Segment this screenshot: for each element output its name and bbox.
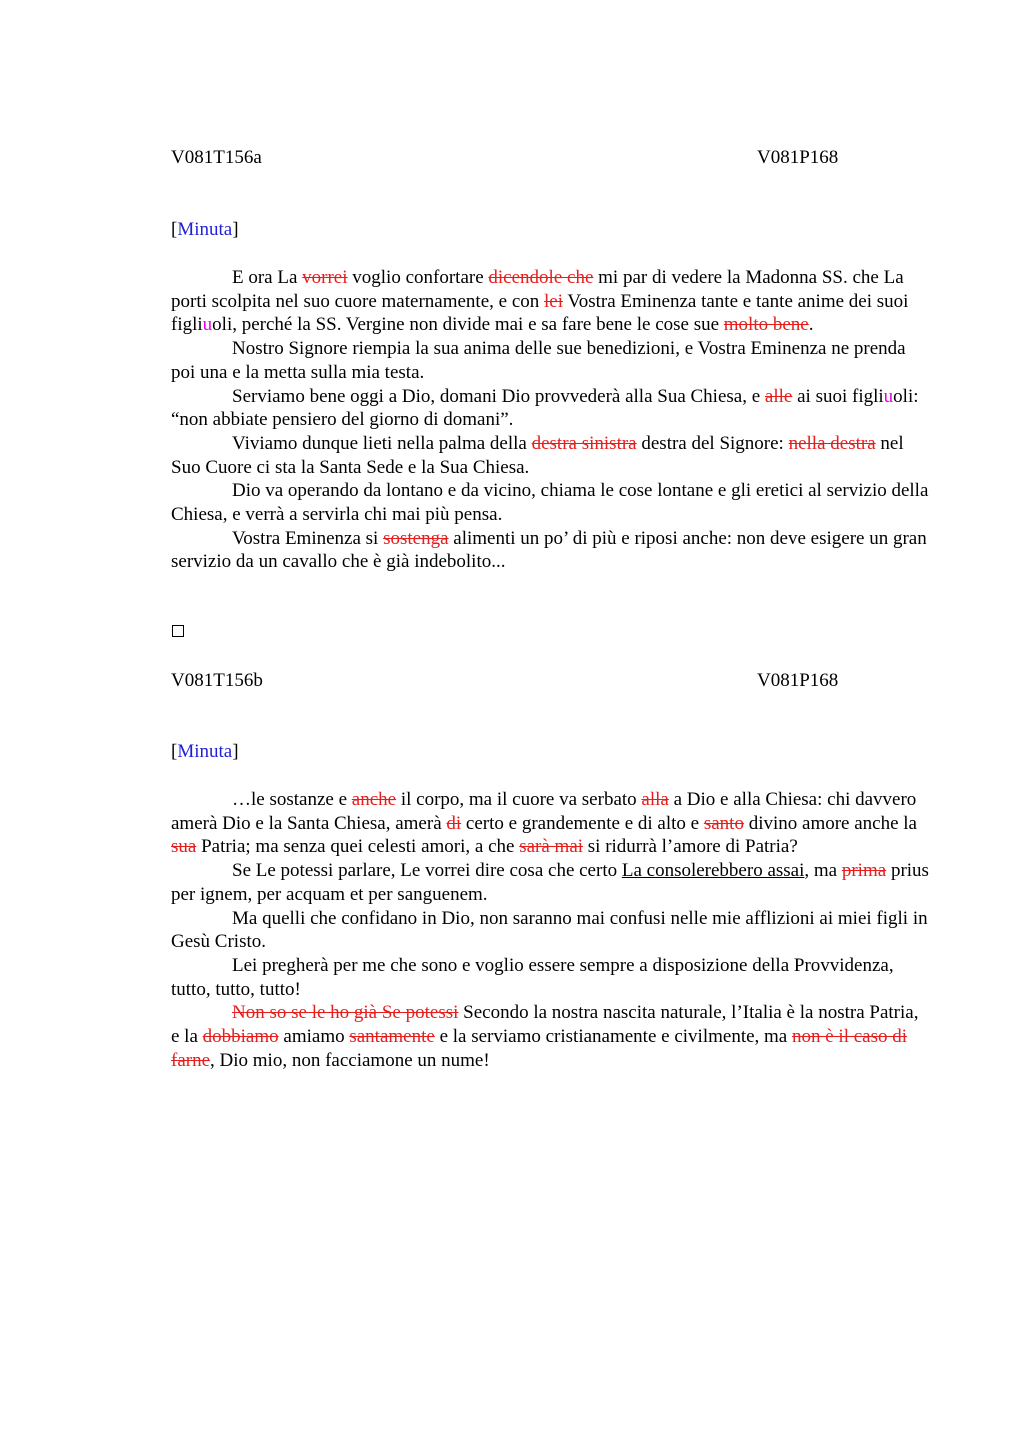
- deleted-text: alla: [641, 789, 669, 810]
- deleted-text: di: [446, 812, 462, 834]
- paragraph: [171, 479, 931, 526]
- deleted-text: nella destra: [788, 432, 876, 454]
- deleted-text: santo: [703, 812, 744, 834]
- deleted-text: santamente: [349, 1026, 435, 1048]
- text-run: ai suoi figli: [792, 385, 884, 407]
- letter-b-header: [171, 669, 931, 693]
- deleted-text: lei: [544, 290, 564, 312]
- text-run: oli, perché la SS. Vergine non divide mai e sa fare bene le cose sue: [212, 314, 724, 336]
- text-run: E ora La: [232, 267, 303, 288]
- text-run: nel Suo Cuore ci sta la Santa Sede e la Sua Chiesa.: [171, 432, 904, 478]
- text-run: Vostra Eminenza si: [232, 527, 384, 549]
- text-run: amiamo: [278, 1026, 350, 1048]
- bracket-close: ]: [232, 219, 239, 240]
- letter-a-header: [171, 146, 931, 170]
- text-run: destra del Signore:: [636, 432, 789, 454]
- text-run: Viviamo dunque lieti nella palma della: [232, 432, 532, 454]
- empty-square-icon: [172, 625, 184, 637]
- deleted-text: alle: [764, 385, 793, 407]
- deleted-text: molto bene: [723, 314, 809, 336]
- text-run: mi par di vedere la Madonna SS. che La porti scolpita nel suo cuore maternamente, e con: [171, 267, 904, 312]
- paragraph: [171, 788, 931, 859]
- paragraph: [171, 907, 931, 954]
- deleted-text: dicendole che: [488, 267, 594, 288]
- text-run: si ridurrà l’amore di Patria?: [583, 836, 798, 858]
- text-run: Lei pregherà per me che sono e voglio essere sempre a disposizione della Provvidenza, tutto, tutto, tutto!: [171, 954, 894, 1000]
- text-run: .: [808, 314, 814, 336]
- deleted-text: vorrei: [302, 267, 348, 288]
- deleted-text: destra sinistra: [531, 432, 637, 454]
- text-run: …le sostanze e: [232, 789, 352, 810]
- text-run: e la serviamo cristianamente e civilmente, ma: [434, 1026, 792, 1048]
- text-run: a Dio e alla Chiesa: chi davvero amerà Dio e la Santa Chiesa, amerà: [171, 789, 917, 834]
- paragraph: [171, 337, 931, 384]
- deleted-text: anche: [351, 789, 397, 810]
- letter-a-body: [171, 266, 931, 574]
- text-run: Ma quelli che confidano in Dio, non saranno mai confusi nelle mie afflizioni ai miei figli in Gesù Cristo.: [171, 907, 928, 953]
- bracket-close: ]: [232, 741, 239, 762]
- deleted-text: Non so se le ho già Se potessi: [232, 1002, 459, 1024]
- text-run: certo e grandemente e di alto e: [461, 812, 704, 834]
- text-run: Vostra Eminenza tante e tante anime dei suoi figli: [171, 290, 909, 336]
- bracket-open: [: [171, 219, 178, 240]
- paragraph: [171, 954, 931, 1001]
- text-run: , Dio mio, non facciamone un nume!: [210, 1049, 490, 1071]
- deleted-text: sua: [171, 836, 197, 858]
- text-run: Se Le potessi parlare, Le vorrei dire cosa che certo: [232, 860, 622, 882]
- deleted-text: sostenga: [383, 527, 449, 549]
- deleted-text: sarà mai: [519, 836, 584, 858]
- letter-a-label: [171, 218, 239, 242]
- inserted-letter: u: [883, 385, 894, 407]
- text-run: oli: “non abbiate pensiero del giorno di domani”.: [171, 385, 919, 431]
- text-run: Serviamo bene oggi a Dio, domani Dio provvederà alla Sua Chiesa, e: [232, 385, 765, 407]
- paragraph: [171, 859, 931, 906]
- underlined-text: La consolerebbero assai: [621, 860, 805, 882]
- paragraph: [171, 385, 931, 432]
- paragraph: [171, 432, 931, 479]
- text-run: Patria; ma senza quei celesti amori, a che: [196, 836, 520, 858]
- text-run: Secondo la nostra nascita naturale, l’Italia è la nostra Patria, e la: [171, 1002, 919, 1048]
- text-run: prius per ignem, per acquam et per sanguenem.: [171, 860, 929, 905]
- text-run: voglio confortare: [347, 267, 489, 288]
- minuta-label: Minuta: [177, 219, 233, 240]
- letter-b-body: [171, 788, 931, 1072]
- deleted-text: non è il caso di farne: [171, 1026, 908, 1071]
- text-run: il corpo, ma il cuore va serbato: [396, 789, 642, 810]
- deleted-text: prima: [841, 860, 887, 882]
- deleted-text: dobbiamo: [202, 1026, 279, 1048]
- paragraph: [171, 266, 931, 337]
- letter-a-code: V081T156a: [171, 147, 262, 168]
- letter-b-label: [171, 740, 239, 764]
- letter-b-code: V081T156b: [171, 670, 263, 691]
- text-run: divino amore anche la: [743, 812, 917, 834]
- text-run: Dio va operando da lontano e da vicino, chiama le cose lontane e gli eretici al servizio della Chiesa, e verrà a servirla chi mai più pensa.: [171, 480, 929, 526]
- letter-b-page-ref: V081P168: [757, 670, 839, 691]
- text-run: Nostro Signore riempia la sua anima delle sue benedizioni, e Vostra Eminenza ne prenda poi una e la metta sulla mia testa.: [171, 338, 906, 383]
- text-run: alimenti un po’ di più e riposi anche: non deve esigere un gran servizio da un cavallo che è già indebolito...: [171, 527, 927, 573]
- paragraph: [171, 527, 931, 574]
- letter-a-page-ref: V081P168: [757, 147, 839, 168]
- minuta-label: Minuta: [177, 741, 233, 762]
- text-run: , ma: [804, 860, 842, 882]
- paragraph: [171, 1001, 931, 1072]
- inserted-letter: u: [202, 314, 213, 336]
- bracket-open: [: [171, 741, 178, 762]
